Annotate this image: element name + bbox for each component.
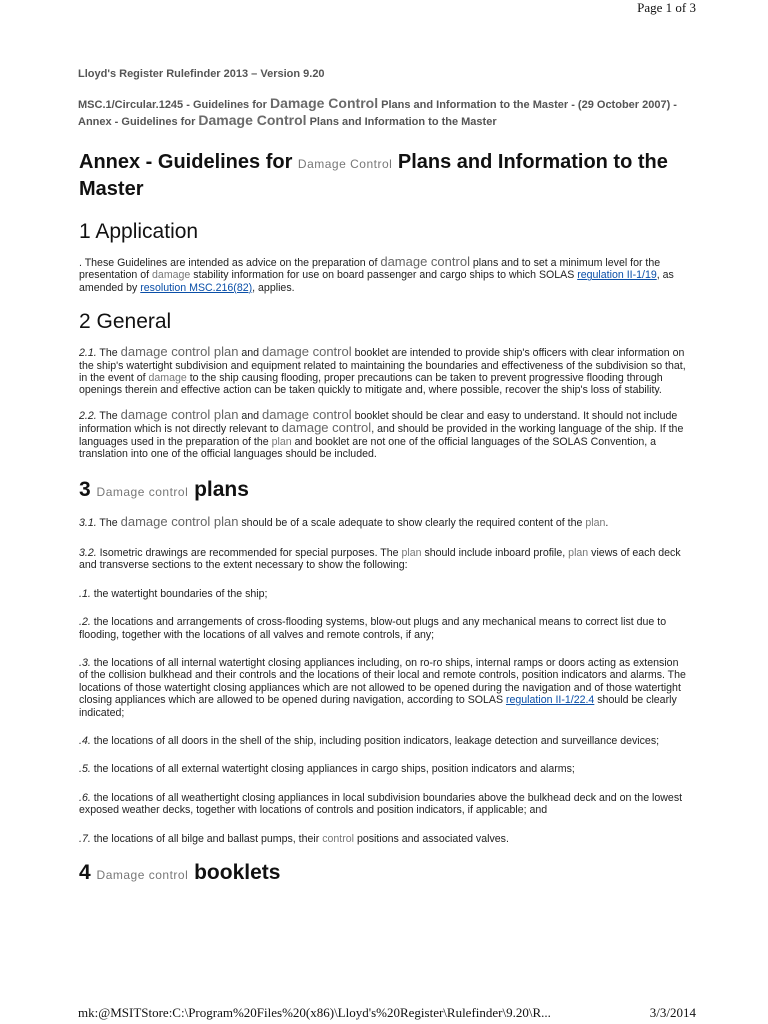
paragraph-3-1: 3.1. The damage control plan should be of a scale adequate to show clearly the required content of the plan. (79, 514, 609, 530)
list-item-4: .4. the locations of all doors in the shell of the ship, including position indicators, leakage detection and surveillance devices; (79, 734, 660, 747)
list-item-6: .6. the locations of all weathertight closing appliances in local subdivision boundaries above the bulkhead deck and on the lowest exposed weather decks, together with locations of controls and position indicators, if applicable; and (79, 791, 683, 817)
paragraph-2-1: 2.1. The damage control plan and damage control booklet are intended to provide ship's officers with clear information on the ship's watertight subdivision and equipment related to maintaining the boundaries and effectiveness of the subdivision so that, in the event of damage to the ship causing flooding, proper precautions can be taken to prevent progressive flooding through openings therein and effective action can be taken quickly to mitigate and, where possible, recover the ship's loss of stability. (79, 344, 686, 397)
section-1-paragraph: . These Guidelines are intended as advice on the preparation of damage control plans and to set a minimum level for the presentation of damage stability information for use on board passenger and cargo ships to which SOLAS regulation II-1/19, as amended by resolution MSC.216(82), applies. (79, 254, 674, 294)
paragraph-2-2: 2.2. The damage control plan and damage control booklet should be clear and easy to understand. It should not include information which is not directly relevant to damage control, and should be provided in the working language of the ship. If the languages used in the preparation of the plan and booklet are not one of the official languages of the SOLAS Convention, a translation into one of the official languages should be included. (79, 406, 684, 461)
section-4-heading: 4 Damage control booklets (79, 860, 281, 884)
section-2-heading: 2 General (79, 310, 172, 334)
section-1-heading: 1 Application (79, 220, 199, 243)
annex-title: Annex - Guidelines for Damage Control Plans and Information to the Master (79, 151, 668, 200)
footer (78, 1005, 696, 1021)
paragraph-3-2: 3.2. Isometric drawings are recommended for special purposes. The plan should include inboard profile, plan views of each deck and transverse sections to the extent necessary to show the following: (79, 546, 681, 572)
footer-date: 3/3/2014 (649, 1005, 696, 1020)
regulation-link[interactable]: regulation II-1/19 (577, 269, 657, 282)
source-header: Lloyd's Register Rulefinder 2013 – Version 9.20 (78, 68, 325, 80)
list-item-2: .2. the locations and arrangements of cross-flooding systems, blow-out plugs and any mechanical means to correct list due to flooding, together with the locations of all valves and remote controls, if any; (79, 616, 667, 641)
regulation-22-4-link[interactable]: regulation II-1/22.4 (505, 694, 595, 707)
footer-path: mk:@MSITStore:C:\Program%20Files%20(x86)\Lloyd's%20Register\Rulefinder\9.20\R... (78, 1005, 551, 1020)
document-path: MSC.1/Circular.1245 - Guidelines for Damage Control Plans and Information to the Master - (29 October 2007) - Annex - Guidelines for Damage Control Plans and Information to the Master (78, 95, 677, 128)
list-item-5: .5. the locations of all external watertight closing appliances in cargo ships, position indicators and alarms; (79, 763, 575, 776)
list-item-3: .3. the locations of all internal watertight closing appliances including, on ro-ro ships, internal ramps or doors acting as extension of the collision bulkhead and their controls and the locations of their local and remote controls, position indicators and alarms. The locations of those watertight closing appliances which are not allowed to be opened during the navigation and of those watertight closing appliances which are allowed to be opened during navigation, according to SOLAS regulation II-1/22.4 should be clearly indicated; (79, 656, 686, 719)
list-item-1: .1. the watertight boundaries of the ship; (79, 587, 268, 600)
list-item-7: .7. the locations of all bilge and ballast pumps, their control positions and associated valves. (79, 832, 509, 845)
section-3-heading: 3 Damage control plans (79, 478, 249, 502)
document-body (79, 150, 689, 889)
page-number: Page 1 of 3 (637, 0, 696, 15)
resolution-link[interactable]: resolution MSC.216(82) (140, 281, 253, 294)
